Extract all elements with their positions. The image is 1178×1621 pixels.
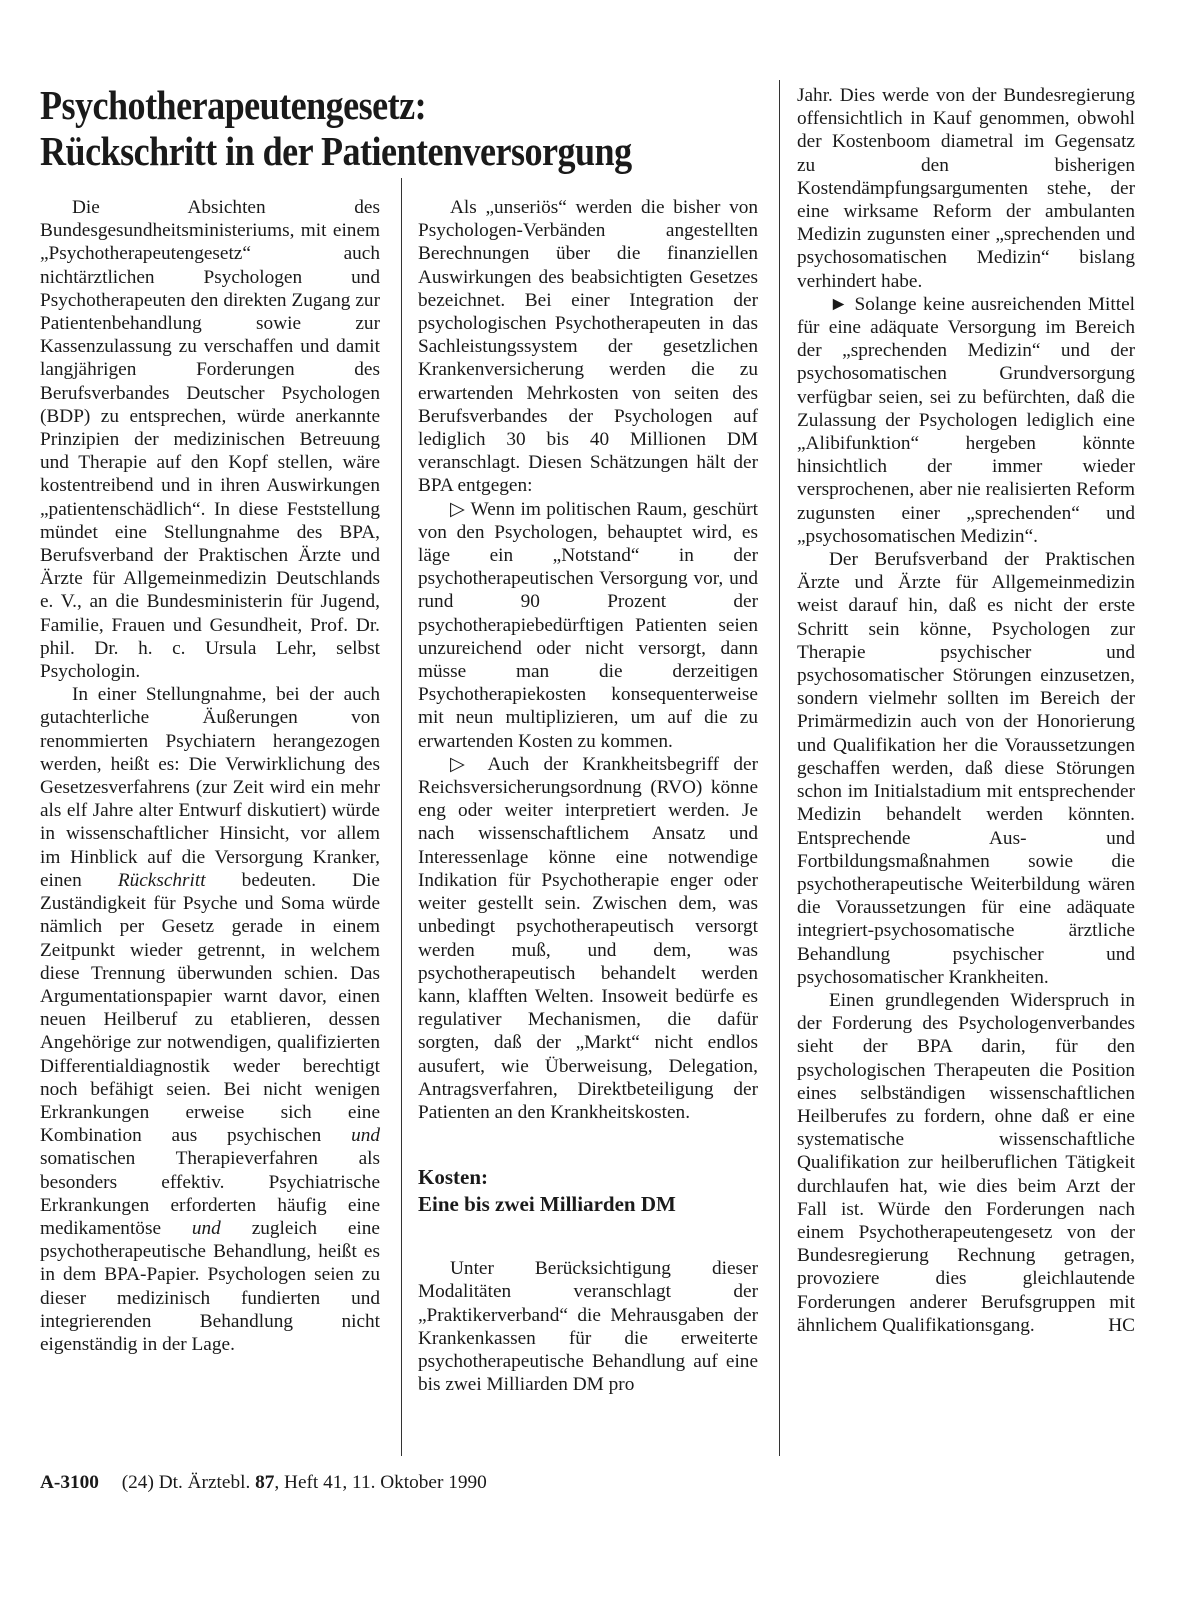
issue-date: , Heft 41, 11. Oktober 1990 [274,1472,487,1493]
subheading-line-1: Kosten: [418,1165,488,1190]
paragraph [40,683,380,1356]
text-run: bedeuten. Die Zuständigkeit für Psyche und Soma würde nämlich per Gesetz gerade in einem Zeitpunkt wieder getrennt, in welchem diese Trennung überwunden schien. Das Argumentationspapier warnt davor, einen neuen Heilberuf zu etablieren, dessen Angehörige zur notwendigen, qualifizierten Differentialdiagnostik weder berechtigt noch befähigt seien. Bei nicht wenigen Erkrankungen erweise sich eine Kombination aus psychischen [40,869,380,1147]
paragraph: ▷ Wenn im politischen Raum, geschürt von den Psychologen, behauptet wird, es läge ein „Notstand“ in der psychotherapeutischen Versorgung vor, und rund 90 Prozent der psychotherapiebedürftigen Patienten seien unzureichend oder nicht versorgt, dann müsse man die derzeitigen Psychotherapiekosten konsequenterweise mit neun multiplizieren, um auf die zu erwartenden Kosten zu kommen. [418,498,758,752]
emphasis: und [351,1125,380,1147]
section-subheading [418,1164,758,1218]
paragraph [797,989,1135,1337]
text-run: somatischen Therapieverfahren als besonders effektiv. Psychiatrische Erkrankungen erforderten häufig eine medikamentöse [40,1148,380,1239]
page-number: (24) [121,1472,154,1493]
paragraph: Jahr. Dies werde von der Bundesregierung offensichtlich in Kauf genommen, obwohl der Kostenboom diametral im Gegensatz zu den bisherigen Kostendämpfungsargumenten stehe, der eine wirksame Reform der ambulanten Medizin zugunsten einer „sprechenden und psychosomatischen Medizin“ bislang verhindert habe. [797,85,1135,292]
emphasis: und [191,1217,221,1239]
text-run: Einen grundlegenden Widerspruch in der Forderung des Psychologenverbandes sieht der BPA darin, für den psychologischen Therapeuten die Position eines selbständigen wissenschaftlichen Heilberufes zu fordern, ohne daß er eine systematische wissenschaftliche Qualifikation zur heilberuflichen Tätigkeit durchlaufen hat, wie dies beim Arzt der Fall ist. Würde den Forderungen nach einem Psychotherapeutengesetz von der Bundesregierung Rechnung getragen, provoziere dies gleichlautende Forderungen anderer Berufsgruppen mit ähnlichem Qualifikationsgang. [797,989,1135,1336]
subheading-line-2: Eine bis zwei Milliarden DM [418,1192,676,1217]
emphasis: Rückschritt [117,869,206,891]
article-title [40,82,687,174]
title-line-2: Rückschritt in der Patientenversorgung [40,128,632,174]
text-column-1 [40,196,380,1356]
paragraph: ▷ Auch der Krankheitsbegriff der Reichsversicherungsordnung (RVO) könne eng oder weiter interpretiert werden. Je nach wissenschaftlichem Ansatz und Interessenlage könne eine notwendige Indikation für Psychotherapie enger oder weiter gestellt sein. Zwischen dem, was unbedingt psychotherapeutisch versorgt werden muß, und dem, was psychotherapeutisch behandelt werden kann, klafften Welten. Insoweit bedürfe es regulativer Mechanismen, die dafür sorgten, daß der „Markt“ nicht endlos ausufert, wie Überweisung, Delegation, Antragsverfahren, Direktbeteiligung der Patienten an den Krankheitskosten. [418,753,758,1123]
page-code: A-3100 [40,1472,99,1493]
text-run: zugleich eine psychotherapeutische Behandlung, heißt es in dem BPA-Papier. Psychologen seien zu dieser medizinisch fundierten und integrierenden Behandlung nicht eigenständig in der Lage. [40,1217,380,1355]
paragraph: Der Berufsverband der Praktischen Ärzte und Ärzte für Allgemeinmedizin weist darauf hin, daß es nicht der erste Schritt sein könne, Psychologen zur Therapie psychischer und psychosomatischer Störungen einzusetzen, sondern vielmehr sollten im Bereich der Primärmedizin auch von der Honorierung und Qualifikation her die Voraussetzungen geschaffen werden, daß diese Störungen schon im Initialstadium mit entsprechender Medizin behandelt werden könnten. Entsprechende Aus- und Fortbildungsmaßnahmen sowie die psychotherapeutische Weiterbildung wären die Voraussetzungen für eine adäquate integriert-psychosomatische ärztliche Behandlung psychischer und psychosomatischer Krankheiten. [797,549,1135,988]
text-column-2 [418,196,758,1396]
journal-name: Dt. Ärztebl. [158,1472,251,1493]
column-divider-1 [401,178,402,1456]
page-footer [40,1472,487,1494]
paragraph: ► Solange keine ausreichenden Mittel für eine adäquate Versorgung im Bereich der „sprechenden Medizin“ und der psychosomatischen Grundversorgung verfügbar seien, sei zu befürchten, daß die Zulassung der Psychologen lediglich eine „Alibifunktion“ hergeben könnte hinsichtlich der immer wieder versprochenen, aber nie realisierten Reform zugunsten einer „sprechenden“ und „psychosomatischen Medizin“. [797,293,1135,547]
text-run: In einer Stellungnahme, bei der auch gutachterliche Äußerungen von renommierten Psychiatern herangezogen werden, heißt es: Die Verwirklichung des Gesetzesverfahrens (zur Zeit wird ein mehr als elf Jahre alter Entwurf diskutiert) würde in wissenschaftlicher Hinsicht, vor allem im Hinblick auf die Versorgung Kranker, einen [40,684,380,891]
paragraph: Die Absichten des Bundesgesundheitsministeriums, mit einem „Psychotherapeutengesetz“ auch nichtärztlichen Psychologen und Psychotherapeuten den direkten Zugang zur Patientenbehandlung sowie zur Kassenzulassung zu verschaffen und damit langjährigen Forderungen des Berufsverbandes Deutscher Psychologen (BDP) zu entsprechen, würde anerkannte Prinzipien der medizinischen Betreuung und Therapie auf den Kopf stellen, wäre kostentreibend und in ihren Auswirkungen „patientenschädlich“. In diese Feststellung mündet eine Stellungnahme des BPA, Berufsverband der Praktischen Ärzte und Ärzte für Allgemeinmedizin Deutschlands e. V., an die Bundesministerin für Jugend, Familie, Frauen und Gesundheit, Prof. Dr. phil. Dr. h. c. Ursula Lehr, selbst Psychologin. [40,197,380,683]
volume-number: 87 [255,1472,275,1493]
paragraph: Unter Berücksichtigung dieser Modalitäten veranschlagt der „Praktikerverband“ die Mehrausgaben der Krankenkassen für die erweiterte psychotherapeutische Behandlung auf eine bis zwei Milliarden DM pro [418,1258,758,1396]
title-line-1: Psychotherapeutengesetz: [40,82,427,128]
text-column-3 [797,84,1135,1337]
author-signature: HC [1108,1314,1135,1336]
column-divider-2 [779,80,780,1456]
paragraph: Als „unseriös“ werden die bisher von Psychologen-Verbänden angestellten Berechnungen über die finanziellen Auswirkungen des beabsichtigten Gesetzes bezeichnet. Bei einer Integration der psychologischen Psychotherapeuten in das Sachleistungssystem der gesetzlichen Krankenversicherung werden die zu erwartenden Mehrkosten von seiten des Berufsverbandes der Psychologen auf lediglich 30 bis 40 Millionen DM veranschlagt. Diesen Schätzungen hält der BPA entgegen: [418,197,758,497]
